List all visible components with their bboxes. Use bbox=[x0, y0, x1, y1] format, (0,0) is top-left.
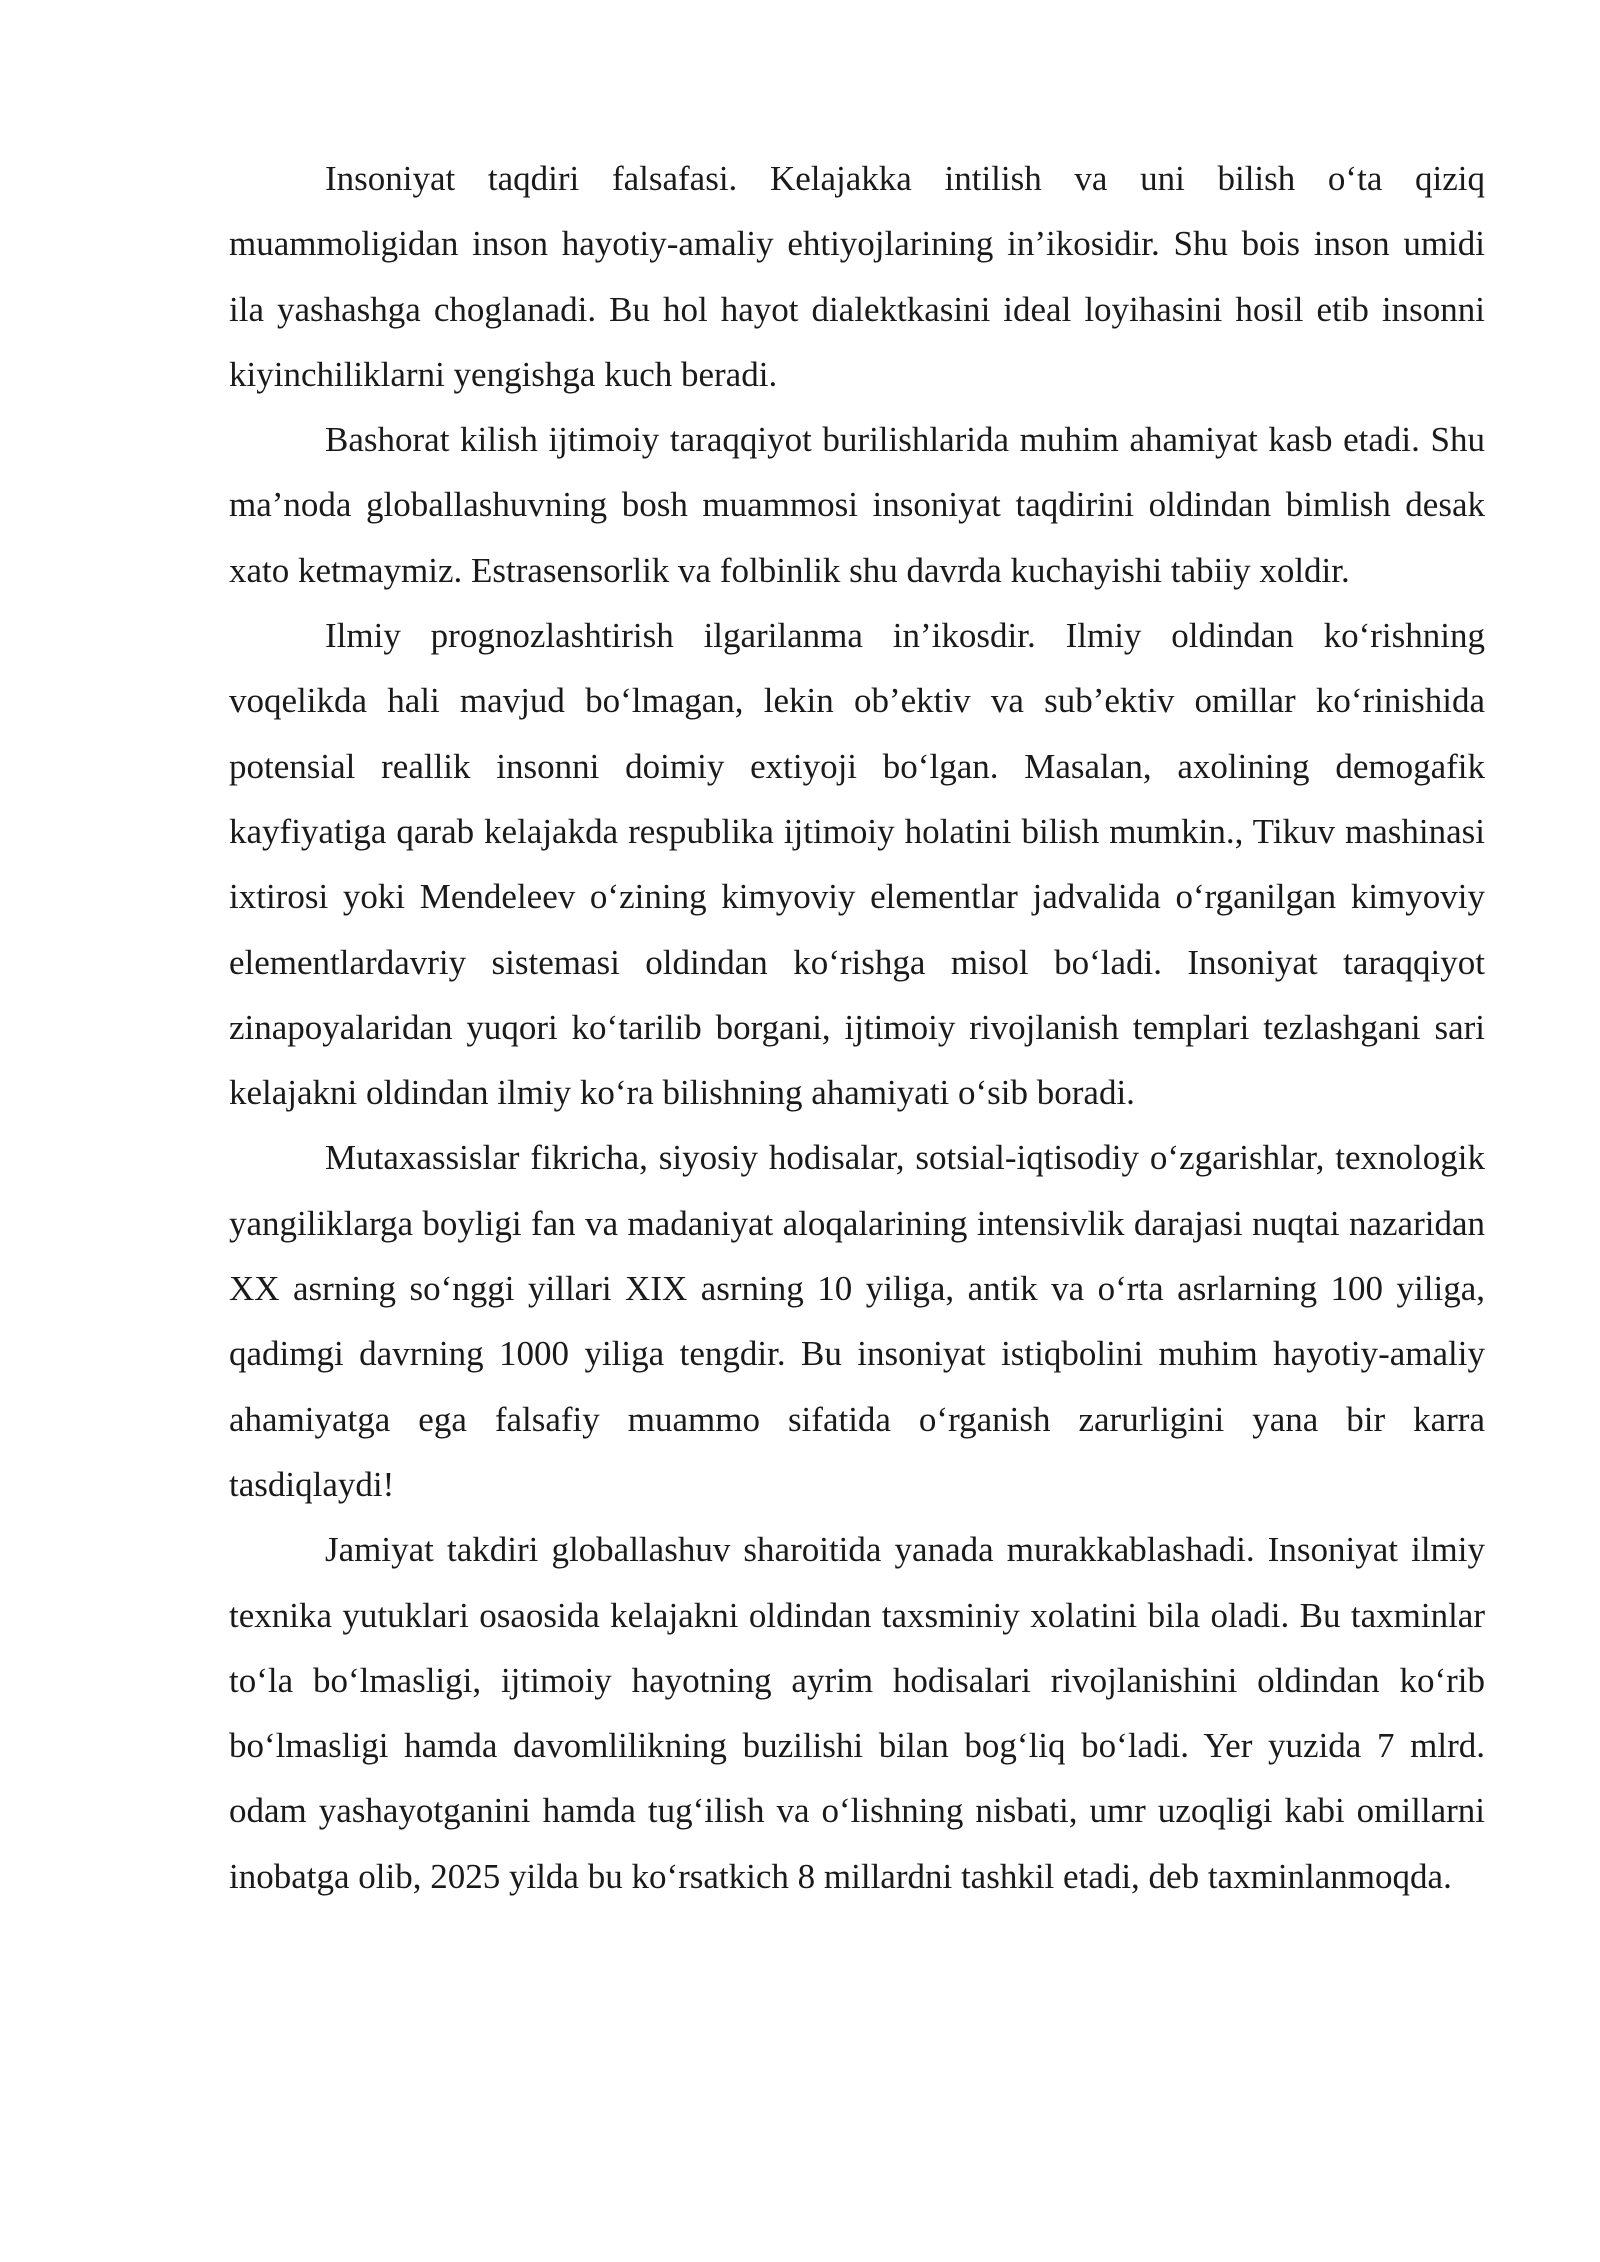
document-body bbox=[229, 146, 1485, 1909]
paragraph-2: Bashorat kilish ijtimoiy taraqqiyot burilishlarida muhim ahamiyat kasb etadi. Shu ma’noda globallashuvning bosh muammosi insoniyat taqdirini oldindan bimlish desak xato ketmaymiz. Estrasensorlik va folbinlik shu davrda kuchayishi tabiiy xoldir. bbox=[229, 420, 1485, 590]
paragraph-4: Mutaxassislar fikricha, siyosiy hodisalar, sotsial-iqtisodiy o‘zgarishlar, texnologik yangiliklarga boyligi fan va madaniyat aloqalarining intensivlik darajasi nuqtai nazaridan XX asrning so‘nggi yillari XIX asrning 10 yiliga, antik va o‘rta asrlarning 100 yiliga, qadimgi davrning 1000 yiliga tengdir. Bu insoniyat istiqbolini muhim hayotiy-amaliy ahamiyatga ega falsafiy muammo sifatida o‘rganish zarurligini yana bir karra tasdiqlaydi! bbox=[229, 1138, 1485, 1504]
paragraph-3: Ilmiy prognozlashtirish ilgarilanma in’ikosdir. Ilmiy oldindan ko‘rishning voqelikda hali mavjud bo‘lmagan, lekin ob’ektiv va sub’ektiv omillar ko‘rinishida potensial reallik insonni doimiy extiyoji bo‘lgan. Masalan, axolining demogafik kayfiyatiga qarab kelajakda respublika ijtimoiy holatini bilish mumkin., Tikuv mashinasi ixtirosi yoki Mendeleev o‘zining kimyoviy elementlar jadvalida o‘rganilgan kimyoviy elementlardavriy sistemasi oldindan ko‘rishga misol bo‘ladi. Insoniyat taraqqiyot zinapoyalaridan yuqori ko‘tarilib borgani, ijtimoiy rivojlanish templari tezlashgani sari kelajakni oldindan ilmiy ko‘ra bilishning ahamiyati o‘sib boradi. bbox=[229, 616, 1485, 1113]
paragraph-1: Insoniyat taqdiri falsafasi. Kelajakka intilish va uni bilish o‘ta qiziq muammoligidan inson hayotiy-amaliy ehtiyojlarining in’ikosidir. Shu bois inson umidi ila yashashga choglanadi. Bu hol hayot dialektkasini ideal loyihasini hosil etib insonni kiyinchiliklarni yengishga kuch beradi. bbox=[229, 159, 1485, 394]
paragraph-5: Jamiyat takdiri globallashuv sharoitida yanada murakkablashadi. Insoniyat ilmiy texnika yutuklari osaosida kelajakni oldindan taxsminiy xolatini bila oladi. Bu taxminlar to‘la bo‘lmasligi, ijtimoiy hayotning ayrim hodisalari rivojlanishini oldindan ko‘rib bo‘lmasligi hamda davomlilikning buzilishi bilan bog‘liq bo‘ladi. Yer yuzida 7 mlrd. odam yashayotganini hamda tug‘ilish va o‘lishning nisbati, umr uzoqligi kabi omillarni inobatga olib, 2025 yilda bu ko‘rsatkich 8 millardni tashkil etadi, deb taxminlanmoqda. bbox=[229, 1530, 1485, 1896]
